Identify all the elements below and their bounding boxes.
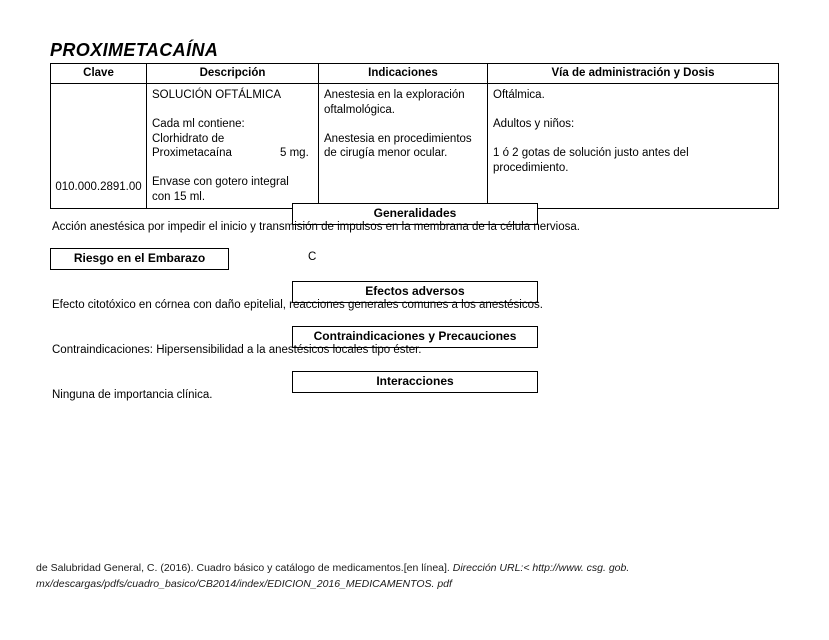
citation-text: de Salubridad General, C. (2016). Cuadro básico y catálogo de medicamentos.[en línea]. [36,562,453,574]
section-text-contraindicaciones: Contraindicaciones: Hipersensibilidad a la anestésicos locales tipo éster. [52,344,422,356]
spacer [324,117,482,132]
via-population: Adultos y niños: [493,118,575,130]
via-dose-line1: 1 ó 2 gotas de solución justo antes del [493,147,689,159]
descripcion-ingredient-row [152,146,313,161]
spacer [493,103,773,118]
section-text-generalidades: Acción anestésica por impedir el inicio y transmisión de impulsos en la membrana de la célula nerviosa. [52,221,580,233]
cell-indicaciones [319,84,488,209]
descripcion-packaging-line1: Envase con gotero integral [152,176,289,188]
risk-category-value: C [308,251,317,263]
indicacion-1-line2: oftalmológica. [324,103,395,116]
section-heading-contraindicaciones: Contraindicaciones y Precauciones [292,326,538,348]
spacer [152,103,313,118]
source-citation [36,560,656,592]
via-dose-line2: procedimiento. [493,161,569,174]
cell-descripcion [147,84,319,209]
descripcion-ingredient-amount: 5 mg. [280,147,309,159]
section-heading-interacciones: Interacciones [292,371,538,393]
cell-via-dosis [488,84,779,209]
descripcion-ingredient-name: Proximetacaína [152,147,232,159]
spacer [493,132,773,147]
clave-code: 010.000.2891.00 [55,181,142,193]
table-row [51,84,779,209]
column-header-indicaciones: Indicaciones [319,64,488,84]
column-header-via: Vía de administración y Dosis [488,64,779,84]
section-text-efectos-adversos: Efecto citotóxico en córnea con daño epitelial, reacciones generales comunes a los anestésicos. [52,299,543,311]
section-text-interacciones: Ninguna de importancia clínica. [52,389,213,401]
spacer [152,161,313,176]
column-header-clave: Clave [51,64,147,84]
via-route: Oftálmica. [493,89,545,101]
descripcion-packaging-line2: con 15 ml. [152,190,206,203]
descripcion-ingredient-line1: Clorhidrato de [152,132,225,145]
column-header-descripcion: Descripción [147,64,319,84]
indicacion-2-line1: Anestesia en procedimientos [324,132,472,145]
citation-url: Dirección URL:< http://www. csg. gob. mx/descargas/pdfs/cuadro_basico/CB2014/index/EDICION_2016_MEDICAMENTOS. pdf [36,562,630,590]
section-heading-generalidades: Generalidades [292,203,538,225]
medication-table [50,63,779,209]
section-heading-efectos-adversos: Efectos adversos [292,281,538,303]
descripcion-contains-label: Cada ml contiene: [152,118,245,130]
cell-clave [51,84,147,209]
section-heading-riesgo-embarazo: Riesgo en el Embarazo [50,248,229,270]
descripcion-form: SOLUCIÓN OFTÁLMICA [152,89,282,101]
indicacion-1-line1: Anestesia en la exploración [324,89,465,101]
indicacion-2-line2: de cirugía menor ocular. [324,147,448,159]
page-title: PROXIMETACAÍNA [50,40,219,60]
table-header-row [51,64,779,84]
